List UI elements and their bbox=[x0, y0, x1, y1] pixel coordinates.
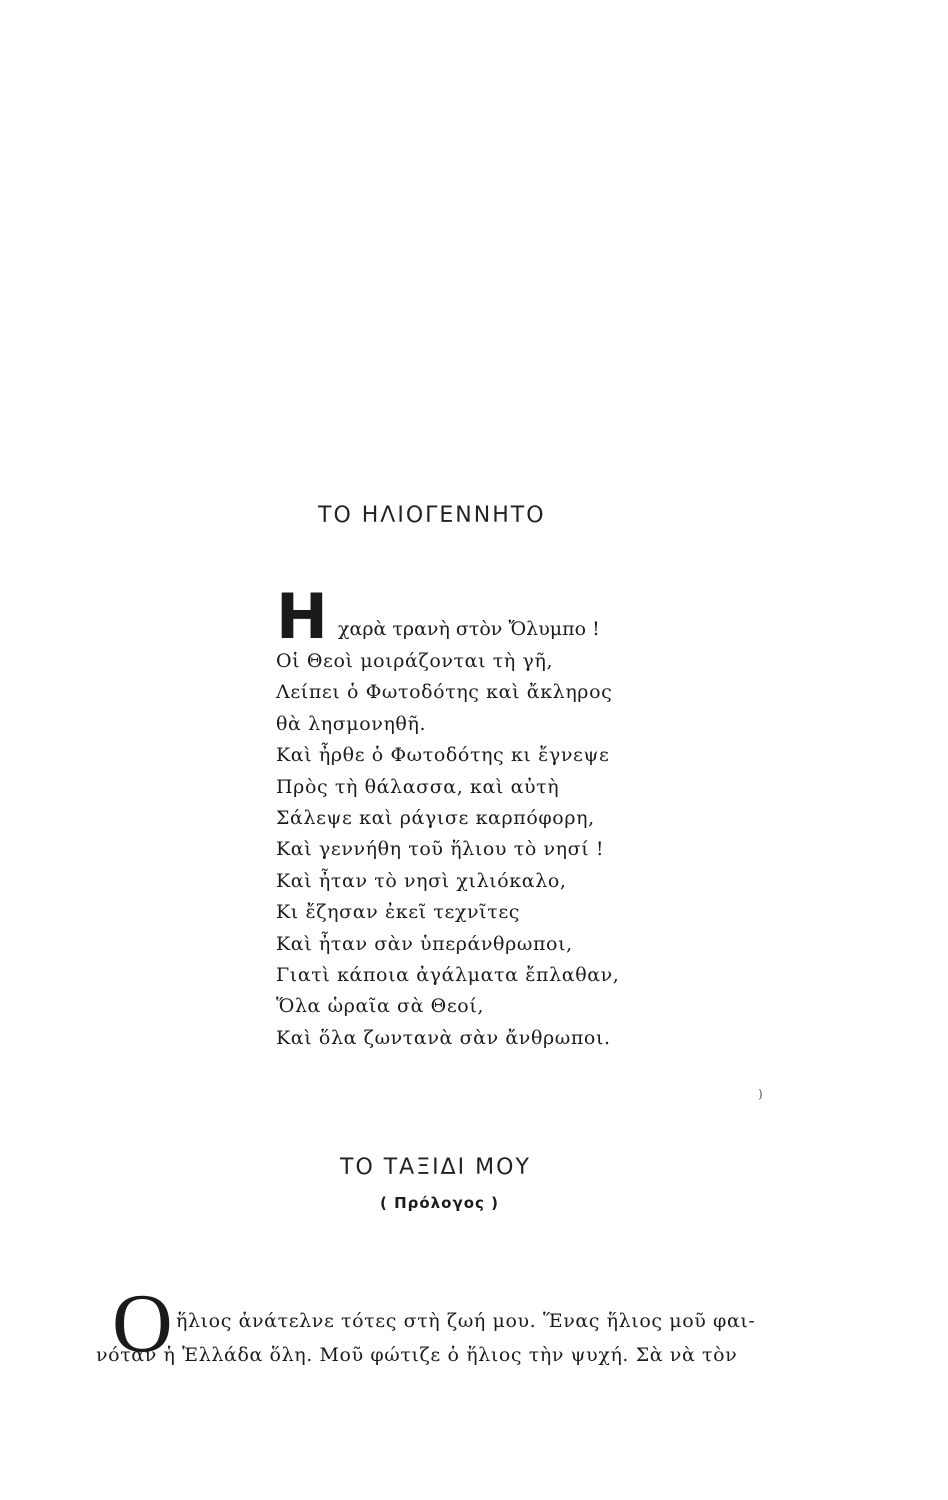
poem-line: Καὶ ὅλα ζωντανὰ σὰν ἄνθρωποι. bbox=[276, 1026, 611, 1049]
poem-line: θὰ λησμονηθῆ. bbox=[276, 712, 427, 735]
poem-line: Καὶ ἦταν τὸ νησὶ χιλιόκαλο, bbox=[276, 869, 567, 892]
section-subtitle: ( Πρόλογος ) bbox=[380, 1194, 499, 1212]
prose-line: ἥλιος ἀνάτελνε τότες στὴ ζωή μου. Ἕνας ἥλιος μοῦ φαι- bbox=[176, 1310, 756, 1332]
poem-line: χαρὰ τρανὴ στὸν Ὄλυμπο ! bbox=[338, 618, 600, 640]
section-title: ΤΟ ΤΑΞΙΔΙ ΜΟΥ bbox=[340, 1155, 531, 1180]
poem-body bbox=[276, 580, 696, 1054]
poem-line: Καὶ γεννήθη τοῦ ἥλιου τὸ νησί ! bbox=[276, 838, 605, 861]
poem-first-line bbox=[276, 580, 696, 653]
drop-cap: Ο bbox=[112, 1277, 173, 1370]
poem-line: Λείπει ὁ Φωτοδότης καὶ ἄκληρος bbox=[276, 681, 613, 704]
poem-line: Κι ἔζησαν ἐκεῖ τεχνῖτες bbox=[276, 901, 521, 924]
margin-mark: ) bbox=[758, 1087, 763, 1101]
poem-line: Καὶ ἦταν σὰν ὑπεράνθρωποι, bbox=[276, 932, 573, 955]
poem-line: Σάλεψε καὶ ράγισε καρπόφορη, bbox=[276, 807, 595, 830]
poem-line: Πρὸς τὴ θάλασσα, καὶ αὐτὴ bbox=[276, 775, 560, 798]
poem-line: Γιατὶ κάποια ἀγάλματα ἔπλαθαν, bbox=[276, 964, 620, 987]
poem-title: ΤΟ ΗΛΙΟΓΕΝΝΗΤΟ bbox=[318, 503, 546, 528]
poem-line: Καὶ ἦρθε ὁ Φωτοδότης κι ἔγνεψε bbox=[276, 744, 610, 767]
poem-line: Οἱ Θεοὶ μοιράζονται τὴ γῆ, bbox=[276, 650, 554, 672]
drop-cap: Η bbox=[276, 580, 328, 653]
prose-line: νόταν ἡ Ἑλλάδα ὅλη. Μοῦ φώτιζε ὁ ἥλιος τὴν ψυχή. Σὰ νὰ τὸν bbox=[96, 1344, 738, 1366]
poem-verses bbox=[276, 646, 696, 1054]
poem-line: Ὅλα ὡραῖα σὰ Θεοί, bbox=[276, 995, 485, 1018]
